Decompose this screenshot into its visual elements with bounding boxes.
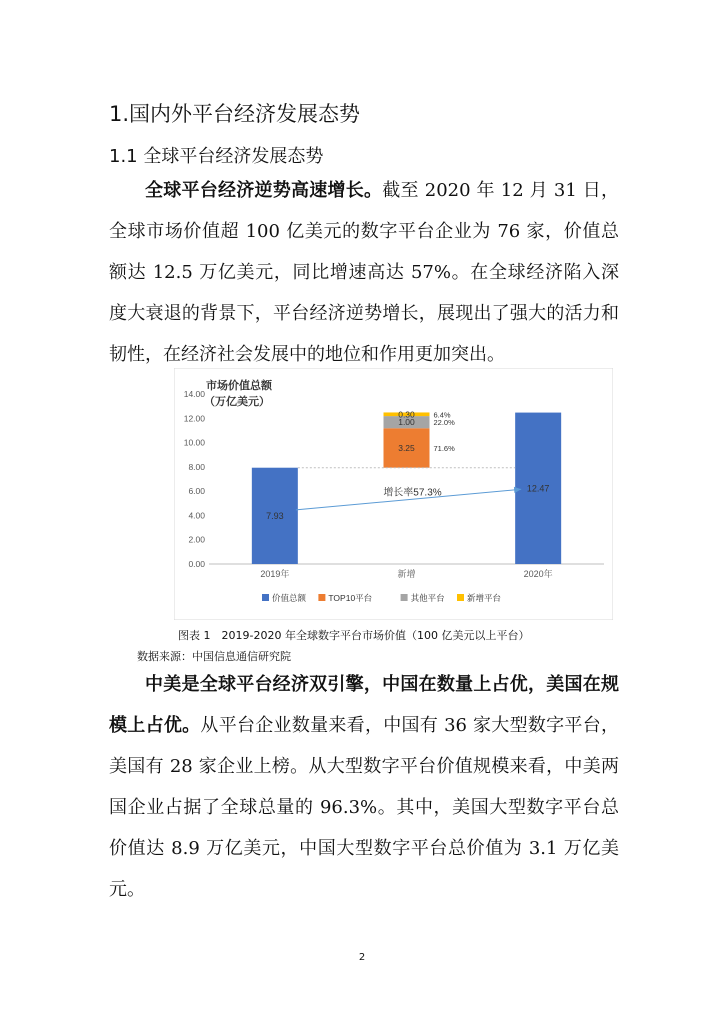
figure-source: 数据来源：中国信息通信研究院 bbox=[137, 650, 291, 663]
y-tick-label: 4.00 bbox=[188, 510, 205, 521]
y-tick-label: 8.00 bbox=[188, 461, 205, 472]
paragraph-2-lead: 中美是全球平台经济双引擎，中国在数量上占优，美国在规模上占优。 bbox=[109, 674, 619, 736]
market-value-chart bbox=[174, 368, 613, 620]
y-tick-label: 14.00 bbox=[183, 389, 205, 399]
paragraph-1 bbox=[109, 170, 619, 375]
chart-title: 市场价值总额 bbox=[206, 380, 272, 392]
paragraph-1-body: 截至 2020 年 12 月 31 日，全球市场价值超 100 亿美元的数字平台企业为 76 家，价值总额达 12.5 万亿美元，同比增速高达 57%。在全球经济陷入深度大衰退的背景下，平台经济逆势增长，展现出了强大的活力和韧性，在经济社会发展中的地位和作用更加突出。 bbox=[109, 180, 619, 365]
data-label-share: 22.0% bbox=[433, 418, 455, 428]
data-label-increment: 0.30 bbox=[398, 409, 415, 420]
paragraph-2 bbox=[109, 664, 619, 910]
data-label-share: 6.4% bbox=[433, 410, 451, 420]
subsection-heading: 1.1 全球平台经济发展态势 bbox=[109, 146, 324, 167]
data-label-2020: 12.47 bbox=[526, 483, 550, 494]
legend-label: TOP10平台 bbox=[328, 593, 373, 603]
legend-swatch bbox=[457, 594, 464, 601]
legend-label: 其他平台 bbox=[410, 593, 445, 603]
y-tick-label: 10.00 bbox=[183, 437, 205, 448]
data-label-increment: 1.00 bbox=[398, 417, 415, 428]
y-tick-label: 0.00 bbox=[188, 559, 205, 569]
legend-swatch bbox=[318, 594, 325, 601]
x-tick-label: 2019年 bbox=[260, 569, 290, 579]
legend-label: 价值总额 bbox=[272, 593, 307, 603]
paragraph-2-body: 从平台企业数量来看，中国有 36 家大型数字平台，美国有 28 家企业上榜。从大型数字平台价值规模来看，中美两国企业占据了全球总量的 96.3%。其中，美国大型数字平台总价值达 8.9 万亿美元，中国大型数字平台总价值为 3.1 万亿美元。 bbox=[109, 715, 619, 900]
x-tick-label: 新增 bbox=[397, 569, 416, 579]
legend-label: 新增平台 bbox=[467, 593, 502, 603]
section-heading: 1.国内外平台经济发展态势 bbox=[109, 102, 361, 126]
page-number: 2 bbox=[358, 952, 366, 963]
legend-swatch bbox=[262, 594, 269, 601]
chart-unit: （万亿美元） bbox=[204, 396, 270, 408]
data-label-share: 71.6% bbox=[433, 443, 455, 453]
growth-rate-label: 增长率57.3% bbox=[383, 487, 442, 499]
data-label-2019: 7.93 bbox=[266, 510, 284, 521]
data-label-increment: 3.25 bbox=[398, 442, 415, 453]
figure-caption: 图表 1 2019-2020 年全球数字平台市场价值（100 亿美元以上平台） bbox=[178, 629, 530, 642]
y-tick-label: 6.00 bbox=[188, 486, 205, 497]
legend-swatch bbox=[401, 594, 408, 601]
y-tick-label: 2.00 bbox=[188, 534, 205, 545]
paragraph-1-lead: 全球平台经济逆势高速增长。 bbox=[145, 180, 383, 201]
y-tick-label: 12.00 bbox=[183, 413, 205, 424]
x-tick-label: 2020年 bbox=[523, 569, 553, 579]
